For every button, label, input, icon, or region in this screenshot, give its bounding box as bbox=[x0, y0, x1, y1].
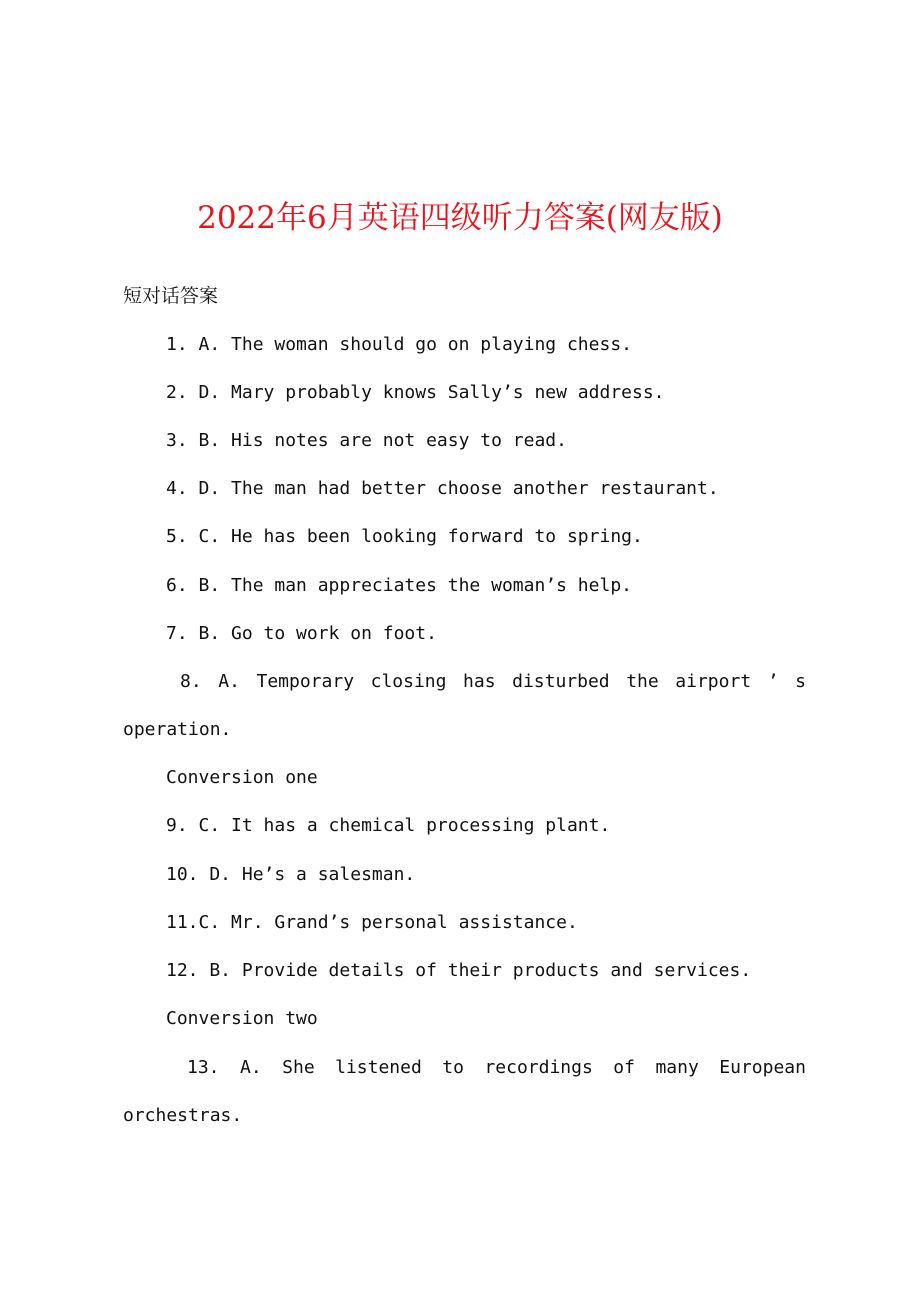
answer-word: 13. bbox=[187, 1057, 220, 1078]
answer-item: 12. B. Provide details of their products and services. bbox=[166, 960, 752, 981]
answer-item: 2. D. Mary probably knows Sally’s new address. bbox=[166, 382, 665, 403]
answer-word: s bbox=[795, 671, 806, 692]
answer-item-8 bbox=[180, 669, 806, 695]
answer-word: closing bbox=[370, 671, 447, 692]
answer-word: Temporary bbox=[256, 671, 355, 692]
answer-word: to bbox=[442, 1057, 464, 1078]
document-title: 2022年6月英语四级听力答案(网友版) bbox=[197, 200, 723, 236]
answer-item: 4. D. The man had better choose another restaurant. bbox=[166, 478, 719, 499]
answer-continuation: orchestras. bbox=[123, 1105, 243, 1126]
answer-item: 6. B. The man appreciates the woman’s help. bbox=[166, 575, 632, 596]
answer-word: A. bbox=[239, 1057, 262, 1078]
answer-word: European bbox=[719, 1057, 806, 1078]
answer-word: listened bbox=[335, 1057, 422, 1078]
answer-word: airport bbox=[675, 671, 752, 692]
answer-word: has bbox=[463, 671, 496, 692]
answer-word: many bbox=[655, 1057, 699, 1078]
answer-word: of bbox=[613, 1057, 635, 1078]
conversation-heading: Conversion two bbox=[166, 1008, 318, 1029]
answer-item: 7. B. Go to work on foot. bbox=[166, 623, 437, 644]
answer-continuation: operation. bbox=[123, 719, 232, 740]
answer-item-13 bbox=[187, 1055, 806, 1081]
answer-word: disturbed bbox=[512, 671, 610, 692]
answer-word: ’ bbox=[767, 671, 779, 692]
answer-item: 1. A. The woman should go on playing chess. bbox=[166, 334, 632, 355]
section-heading: 短对话答案 bbox=[123, 285, 219, 307]
answer-item: 3. B. His notes are not easy to read. bbox=[166, 430, 567, 451]
answer-word: 8. bbox=[180, 671, 202, 692]
answer-word: A. bbox=[218, 671, 240, 692]
answer-item: 11.C. Mr. Grand’s personal assistance. bbox=[166, 912, 578, 933]
answer-item: 9. C. It has a chemical processing plant. bbox=[166, 815, 611, 836]
answer-item: 10. D. He’s a salesman. bbox=[166, 864, 416, 885]
answer-word: recordings bbox=[484, 1057, 593, 1078]
answer-word: the bbox=[626, 671, 659, 692]
conversation-heading: Conversion one bbox=[166, 767, 318, 788]
answer-item: 5. C. He has been looking forward to spring. bbox=[166, 526, 643, 547]
answer-word: She bbox=[282, 1057, 315, 1078]
